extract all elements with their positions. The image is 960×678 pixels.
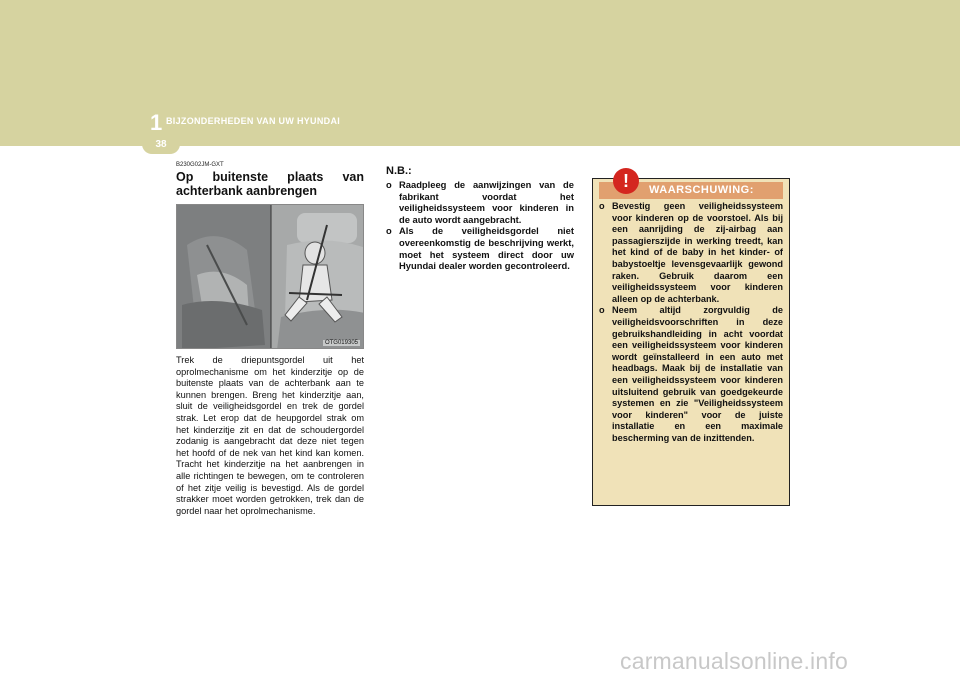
bullet: o [386, 225, 392, 237]
note-item-text: Raadpleeg de aanwijzingen van de fabrikant voordat het veiligheidssysteem voor kinderen in de auto wordt aangebracht. [399, 179, 574, 225]
note-title: N.B.: [386, 165, 412, 177]
warning-item-text: Neem altijd zorgvuldig de veiligheidsvoorschriften in deze gebruikshandleiding in acht voordat een veiligheidssysteem voor kinderen wordt geïnstalleerd in een auto met headbags. Maak bij de installatie van een veiligheidssysteem voor kinderen uitsluitend gebruik van goedgekeurde systemen en zie "Veiligheidssysteem voor kinderen" voor de juiste installatie en een maximale bescherming van de inzittenden. [612, 305, 783, 443]
note-item-text: Als de veiligheidsgordel niet overeenkomstig de beschrijving werkt, moet het systeem direct door uw Hyundai dealer worden gecontroleerd. [399, 225, 574, 272]
warning-list [599, 201, 783, 444]
page-number: 38 [142, 138, 180, 154]
section-body: Trek de driepuntsgordel uit het oprolmechanisme om het kinderzitje op de buitenste plaats van de achterbank aan te kunnen brengen. Breng het kinderzitje aan, sluit de veiligheidsgordel en trek de gordel strak. Let erop dat de heupgordel strak om het kinderzitje zit en dat de schoudergordel zodanig is aangebracht dat deze niet tegen het hoofd of de nek van het kind kan komen. Tracht het kinderzitje na het aanbrengen in alle richtingen te bewegen, om te controleren of het zitje veilig is bevestigd. Als de gordel strakker moet worden getrokken, trek dan de gordel naar het oprolmechanisme. [176, 355, 364, 516]
bullet: o [599, 305, 605, 316]
figure-code: OTG019305 [324, 340, 358, 346]
note-item [386, 179, 574, 225]
chapter-title: BIJZONDERHEDEN VAN UW HYUNDAI [166, 116, 341, 126]
section-column [176, 162, 364, 517]
bullet: o [599, 201, 605, 211]
warning-title: WAARSCHUWING: [649, 184, 754, 196]
header-band [0, 0, 960, 146]
warning-item [599, 305, 783, 444]
bullet: o [386, 179, 392, 190]
warning-item [599, 201, 783, 305]
note-item [386, 225, 574, 271]
watermark: carmanualsonline.info [620, 648, 848, 674]
note-list [386, 179, 574, 272]
note-column [386, 165, 574, 272]
child-seat-photo [176, 204, 364, 349]
chapter-number: 1 [150, 110, 163, 135]
section-code: B230G02JM-GXT [176, 162, 224, 168]
child-seat-illustration [177, 205, 364, 349]
warning-icon: ! [613, 168, 639, 194]
warning-box [592, 171, 790, 506]
warning-item-text: Bevestig geen veiligheidssysteem voor kinderen op de voorstoel. Als bij een aanrijding de zij-airbag aan passagierszijde in werking treedt, kan het kind of de baby in het kinder- of babystoeltje levensgevaarlijk gewond raken. Gebruik daarom een veiligheidssysteem voor kinderen alleen op de achterbank. [612, 201, 783, 304]
warning-header [599, 171, 783, 199]
section-title: Op buitenste plaats van achterbank aanbrengen [176, 170, 364, 198]
